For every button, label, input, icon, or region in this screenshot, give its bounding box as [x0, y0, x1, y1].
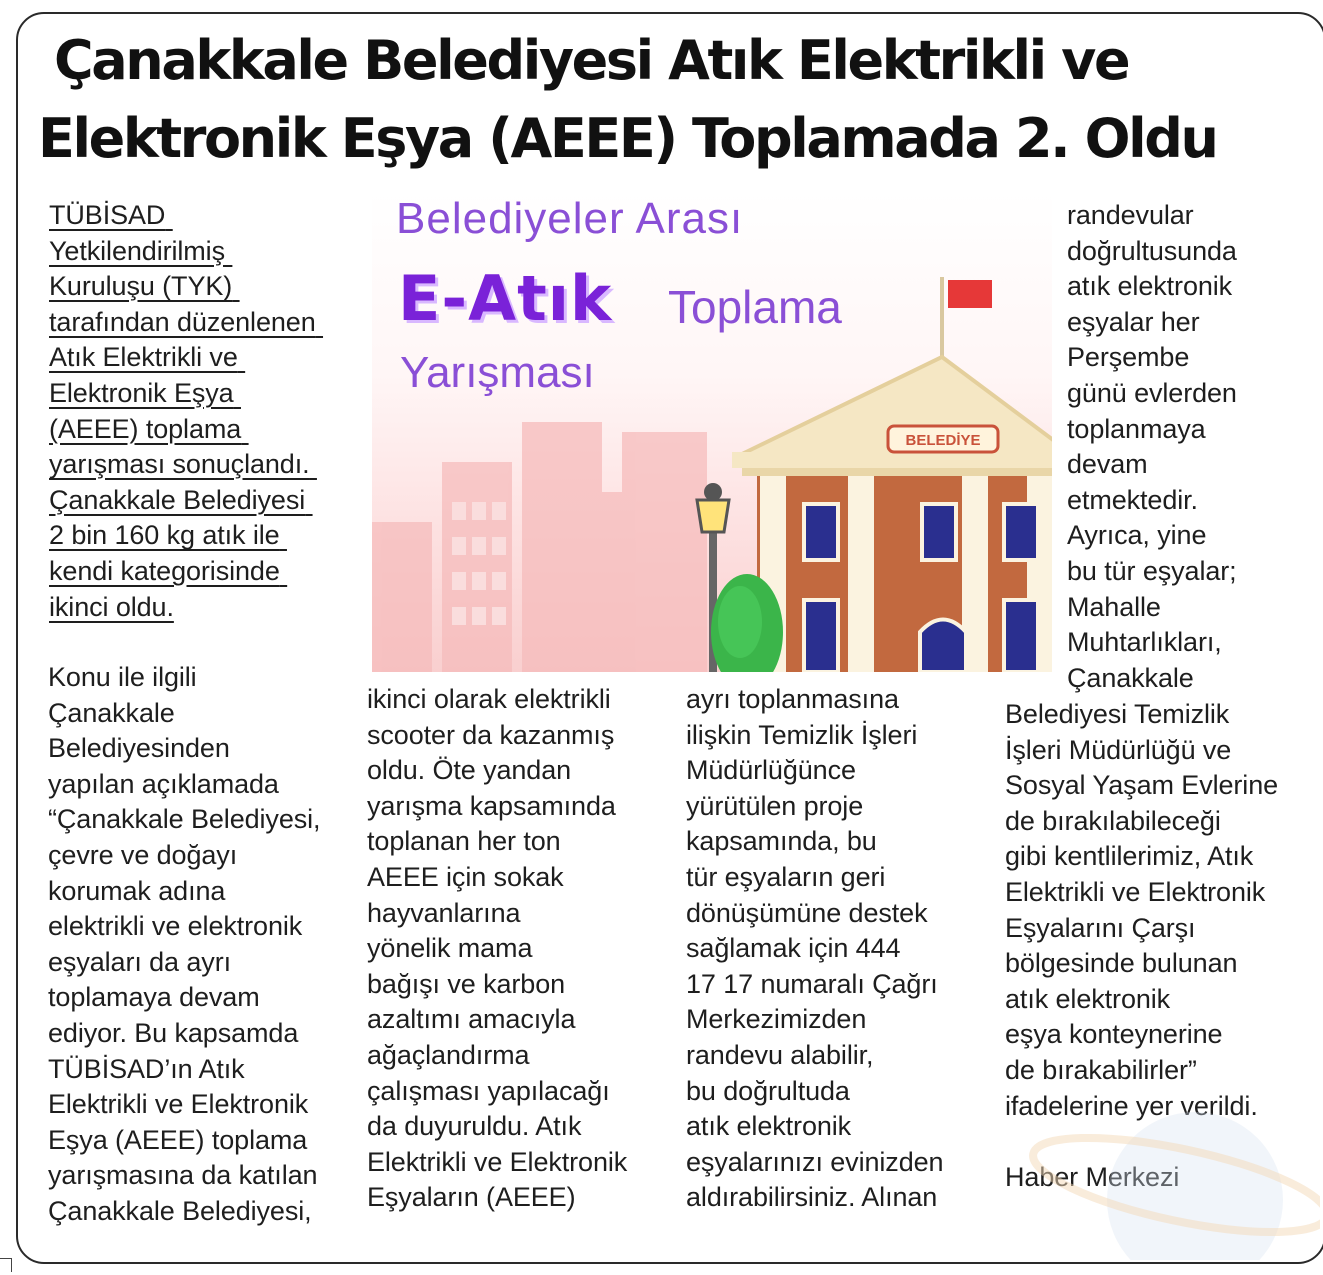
body-line: bu tür eşyalar; — [1067, 555, 1237, 586]
body-line: de bırakabilirler” — [1005, 1054, 1197, 1085]
lead-line: Çanakkale Belediyesi — [49, 484, 306, 515]
body-line: Muhtarlıkları, — [1067, 627, 1222, 658]
flag-icon — [948, 280, 992, 308]
body-line: eşyalarınızı evinizden — [686, 1146, 944, 1177]
lead-line: Kuruluşu (TYK) — [49, 271, 233, 302]
body-line: ediyor. Bu kapsamda — [48, 1017, 299, 1048]
body-line: randevular — [1067, 200, 1194, 230]
article-illustration — [372, 192, 1052, 672]
body-line: AEEE için sokak — [367, 861, 564, 892]
crop-mark — [0, 1258, 12, 1272]
headline-line-2: Elektronik Eşya (AEEE) Toplamada 2. Oldu — [38, 107, 1217, 170]
body-line: eşyaları da ayrı — [48, 946, 231, 977]
body-column-2 — [367, 682, 627, 1216]
body-line: 17 17 numaralı Çağrı — [686, 968, 938, 999]
lead-line: (AEEE) toplama — [49, 413, 242, 444]
body-line: sağlamak için 444 — [686, 933, 901, 964]
body-line: kapsamında, bu — [686, 826, 877, 857]
body-line: korumak adına — [48, 875, 226, 906]
body-line: toplanmaya — [1067, 413, 1206, 444]
body-line: etmektedir. — [1067, 484, 1198, 515]
body-line: de bırakılabileceği — [1005, 805, 1221, 836]
body-line: ayrı toplanmasına — [686, 684, 899, 714]
lead-line: Yetkilendirilmiş — [49, 235, 225, 266]
body-line: tür eşyaların geri — [686, 861, 886, 892]
body-line: yapılan açıklamada — [48, 768, 279, 799]
body-line: azaltımı amacıyla — [367, 1004, 576, 1035]
body-line: bu doğrultuda — [686, 1075, 850, 1106]
headline — [38, 22, 1313, 178]
illustration-title-1: Belediyeler Arası — [396, 194, 744, 243]
byline: Haber Merkezi — [1005, 1161, 1180, 1192]
body-line: eşyalar her — [1067, 306, 1200, 337]
headline-line-1: Çanakkale Belediyesi Atık Elektrikli ve — [54, 29, 1129, 92]
body-column-4-lower — [1005, 697, 1278, 1195]
body-line: Çanakkale Belediyesi, — [48, 1195, 312, 1226]
body-line: ikinci olarak elektrikli — [367, 684, 611, 714]
lead-line: ikinci oldu. — [49, 591, 174, 622]
body-line: Sosyal Yaşam Evlerine — [1005, 770, 1279, 801]
body-line: yönelik mama — [367, 933, 533, 964]
body-line: aldırabilirsiniz. Alınan — [686, 1182, 938, 1213]
illustration-title-2: Toplama — [668, 281, 842, 333]
body-line: Ayrıca, yine — [1067, 520, 1207, 551]
body-line: Elektrikli ve Elektronik — [367, 1146, 628, 1177]
illustration-title-3: Yarışması — [400, 348, 595, 397]
body-line: Eşyalarını Çarşı — [1005, 912, 1196, 943]
body-line: yürütülen proje — [686, 790, 864, 821]
lead-line: yarışması sonuçlandı. — [49, 449, 310, 480]
body-line: Eşyaların (AEEE) — [367, 1182, 576, 1213]
body-line: da duyuruldu. Atık — [367, 1111, 582, 1142]
body-line: Belediyesinden — [48, 733, 230, 764]
body-line: çevre ve doğayı — [48, 839, 238, 870]
lead-line: Elektronik Eşya — [49, 377, 234, 408]
body-line: yarışma kapsamında — [367, 790, 616, 821]
body-line: bağışı ve karbon — [367, 968, 566, 999]
body-line: ilişkin Temizlik İşleri — [686, 719, 918, 750]
body-line: çalışması yapılacağı — [367, 1075, 610, 1106]
body-line: günü evlerden — [1067, 377, 1237, 408]
body-line: “Çanakkale Belediyesi, — [48, 804, 321, 835]
body-line: Elektrikli ve Elektronik — [1005, 876, 1266, 907]
lead-line: Atık Elektrikli ve — [49, 342, 238, 373]
body-line: yarışmasına da katılan — [48, 1160, 318, 1191]
body-line: TÜBİSAD’ın Atık — [48, 1053, 245, 1084]
body-line: Belediyesi Temizlik — [1005, 699, 1230, 729]
body-line: Merkezimizden — [686, 1004, 867, 1035]
body-line: doğrultusunda — [1067, 235, 1237, 266]
body-line: Perşembe — [1067, 342, 1190, 373]
lead-line: 2 bin 160 kg atık ile — [49, 520, 280, 551]
body-line: elektrikli ve elektronik — [48, 911, 303, 942]
lead-paragraph — [49, 198, 323, 625]
body-line: Çanakkale — [1067, 662, 1194, 693]
body-line: Konu ile ilgili — [48, 662, 197, 692]
body-line: Eşya (AEEE) toplama — [48, 1124, 308, 1155]
lead-line: kendi kategorisinde — [49, 555, 280, 586]
body-line: Elektrikli ve Elektronik — [48, 1089, 309, 1120]
lead-line: TÜBİSAD — [49, 200, 166, 230]
body-line: ağaçlandırma — [367, 1039, 530, 1070]
body-line: Çanakkale — [48, 697, 175, 728]
body-line: bölgesinde bulunan — [1005, 948, 1238, 979]
lead-line: tarafından düzenlenen — [49, 306, 316, 337]
body-line: Müdürlüğünce — [686, 755, 856, 786]
body-column-3 — [686, 682, 943, 1216]
body-column-1 — [48, 660, 320, 1230]
body-column-4-upper — [1067, 198, 1237, 696]
body-line: dönüşümüne destek — [686, 897, 928, 928]
body-line: atık elektronik — [686, 1111, 852, 1142]
body-line: hayvanlarına — [367, 897, 521, 928]
body-line: gibi kentlilerimiz, Atık — [1005, 841, 1254, 872]
body-line: toplamaya devam — [48, 982, 260, 1013]
body-line: randevu alabilir, — [686, 1039, 874, 1070]
body-line: toplanan her ton — [367, 826, 561, 857]
building-sign: BELEDİYE — [905, 432, 981, 449]
body-line: scooter da kazanmış — [367, 719, 615, 750]
body-line: Mahalle — [1067, 591, 1161, 622]
body-line: atık elektronik — [1005, 983, 1171, 1014]
body-line: devam — [1067, 449, 1148, 480]
body-line: eşya konteynerine — [1005, 1019, 1223, 1050]
body-line: atık elektronik — [1067, 271, 1233, 302]
body-line: oldu. Öte yandan — [367, 755, 572, 786]
illustration-title-big: E-Atık — [398, 262, 613, 335]
body-line: ifadelerine yer verildi. — [1005, 1090, 1258, 1121]
body-line: İşleri Müdürlüğü ve — [1005, 734, 1232, 765]
